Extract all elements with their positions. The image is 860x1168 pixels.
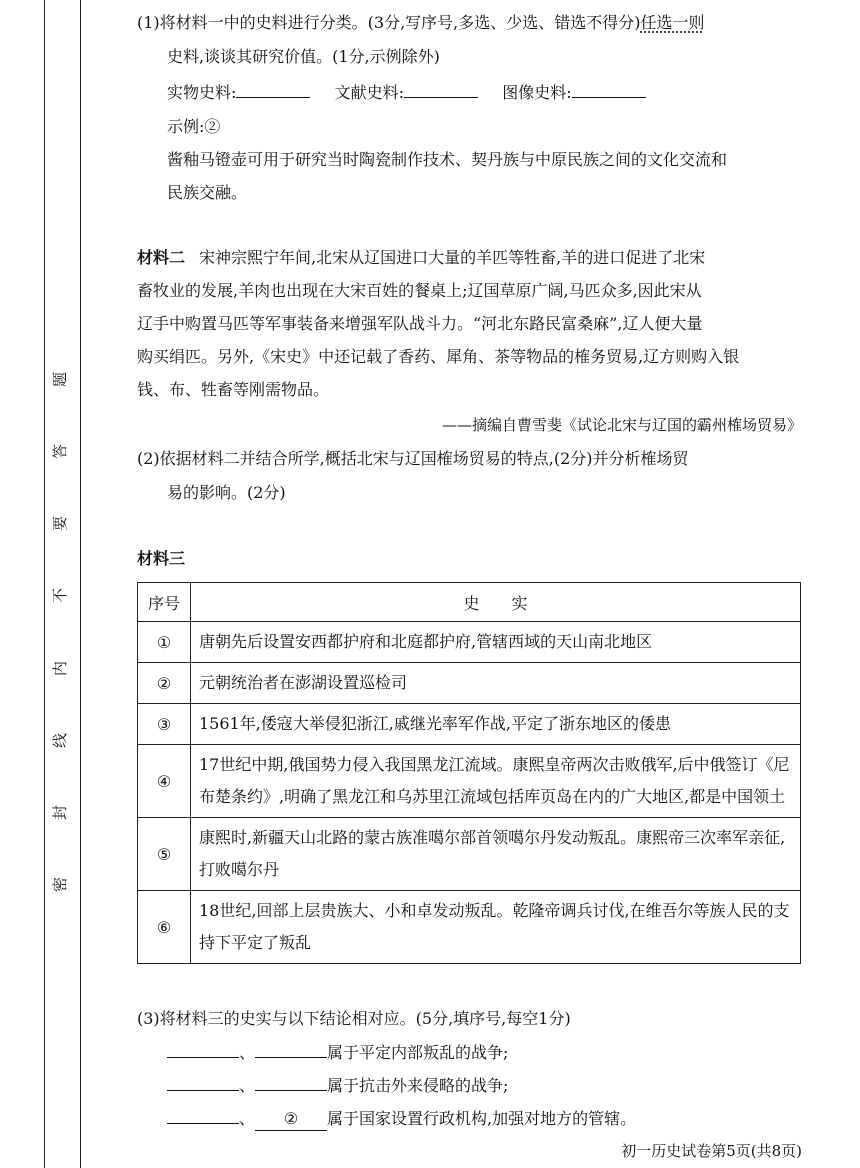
binding-margin-notice bbox=[50, 372, 72, 892]
material2-line-4: 购买绢匹。另外,《宋史》中还记载了香药、犀角、茶等物品的榷务贸易,辽方则购入银 bbox=[137, 347, 740, 366]
margin-char: 封 bbox=[51, 804, 70, 820]
row-fact: 17世纪中期,俄国势力侵入我国黑龙江流域。康熙皇帝两次击败俄军,后中俄签订《尼布楚条约》,明确了黑龙江和乌苏里江流域包括库页岛在内的广大地区,都是中国领土 bbox=[191, 745, 801, 818]
q3-line1: (3)将材料三的史实与以下结论相对应。(5分,填序号,每空1分) bbox=[137, 1009, 571, 1028]
q1-example-text-2: 民族交融。 bbox=[167, 183, 248, 202]
row-fact: 唐朝先后设置安西都护府和北庭都护府,管辖西域的天山南北地区 bbox=[191, 622, 801, 663]
binding-line-left bbox=[44, 0, 45, 1168]
row-number: ④ bbox=[138, 745, 191, 818]
material2-title: 材料二 bbox=[137, 248, 186, 267]
row-number: ⑤ bbox=[138, 818, 191, 891]
margin-char: 要 bbox=[51, 516, 70, 532]
q3-blank-3a[interactable] bbox=[167, 1107, 239, 1124]
margin-char: 线 bbox=[51, 732, 70, 748]
history-facts-table bbox=[137, 582, 801, 964]
row-number: ⑥ bbox=[138, 891, 191, 964]
q2-line1: (2)依据材料二并结合所学,概括北宋与辽国榷场贸易的特点,(2分)并分析榷场贸 bbox=[137, 449, 689, 468]
table-header-row bbox=[138, 583, 801, 622]
material2-line-2: 畜牧业的发展,羊肉也出现在大宋百姓的餐桌上;辽国草原广阔,马匹众多,因此宋从 bbox=[137, 281, 702, 300]
table-row bbox=[138, 622, 801, 663]
q3-blank-2b[interactable] bbox=[255, 1074, 327, 1091]
margin-char: 不 bbox=[51, 588, 70, 604]
cat-image-blank[interactable] bbox=[572, 81, 646, 98]
row-number: ② bbox=[138, 663, 191, 704]
q1-line1: (1)将材料一中的史料进行分类。(3分,写序号,多选、少选、错选不得分)任选一则 bbox=[137, 13, 705, 32]
margin-char: 答 bbox=[51, 444, 70, 460]
cat-physical-blank[interactable] bbox=[236, 81, 310, 98]
table-row bbox=[138, 663, 801, 704]
margin-char: 密 bbox=[51, 876, 70, 892]
q2-line2: 易的影响。(2分) bbox=[167, 483, 286, 502]
q3-blank-1a[interactable] bbox=[167, 1041, 239, 1058]
q1-line2: 史料,谈谈其研究价值。(1分,示例除外) bbox=[167, 47, 440, 66]
row-number: ① bbox=[138, 622, 191, 663]
row-fact: 18世纪,回部上层贵族大、小和卓发动叛乱。乾隆帝调兵讨伐,在维吾尔等族人民的支持下平定了叛乱 bbox=[191, 891, 801, 964]
q3-blank-2a[interactable] bbox=[167, 1074, 239, 1091]
row-fact: 元朝统治者在澎湖设置巡检司 bbox=[191, 663, 801, 704]
margin-char: 内 bbox=[51, 660, 70, 676]
q3-conclusion-1: 、 属于平定内部叛乱的战争; bbox=[167, 1041, 508, 1064]
material2-line-5: 钱、布、牲畜等刚需物品。 bbox=[137, 380, 330, 399]
cat-image-label: 图像史料: bbox=[502, 83, 572, 102]
q3-filled-answer[interactable]: ② bbox=[255, 1108, 327, 1131]
page-footer: 初一历史试卷第5页(共8页) bbox=[621, 1142, 802, 1160]
material2-source: ——摘编自曹雪斐《试论北宋与辽国的霸州榷场贸易》 bbox=[441, 416, 802, 434]
row-number: ③ bbox=[138, 704, 191, 745]
q3-blank-1b[interactable] bbox=[255, 1041, 327, 1058]
row-fact: 康熙时,新疆天山北路的蒙古族准噶尔部首领噶尔丹发动叛乱。康熙帝三次率军亲征,打败噶尔丹 bbox=[191, 818, 801, 891]
cat-document-label: 文献史料: bbox=[334, 83, 404, 102]
header-fact: 史 实 bbox=[191, 583, 801, 622]
header-number: 序号 bbox=[138, 583, 191, 622]
binding-line-right bbox=[80, 0, 81, 1168]
material2-line-3: 辽手中购置马匹等军事装备来增强军队战斗力。“河北东路民富桑麻”,辽人便大量 bbox=[137, 314, 703, 333]
q1-example-text-1: 酱釉马镫壶可用于研究当时陶瓷制作技术、契丹族与中原民族之间的文化交流和 bbox=[167, 150, 728, 169]
table-row bbox=[138, 818, 801, 891]
q3-conclusion-3: 、 ② 属于国家设置行政机构,加强对地方的管辖。 bbox=[167, 1107, 636, 1131]
q1-categories bbox=[167, 81, 646, 104]
row-fact: 1561年,倭寇大举侵犯浙江,戚继光率军作战,平定了浙东地区的倭患 bbox=[191, 704, 801, 745]
q1-example-label: 示例:② bbox=[167, 117, 221, 136]
table-row bbox=[138, 704, 801, 745]
cat-physical-label: 实物史料: bbox=[167, 83, 237, 102]
material2-line-1: 材料二 宋神宗熙宁年间,北宋从辽国进口大量的羊匹等牲畜,羊的进口促进了北宋 bbox=[137, 248, 706, 267]
margin-char: 题 bbox=[51, 371, 70, 388]
table-row bbox=[138, 891, 801, 964]
cat-document-blank[interactable] bbox=[404, 81, 478, 98]
table-row bbox=[138, 745, 801, 818]
q3-conclusion-2: 、 属于抗击外来侵略的战争; bbox=[167, 1074, 508, 1097]
material3-title: 材料三 bbox=[137, 549, 186, 568]
